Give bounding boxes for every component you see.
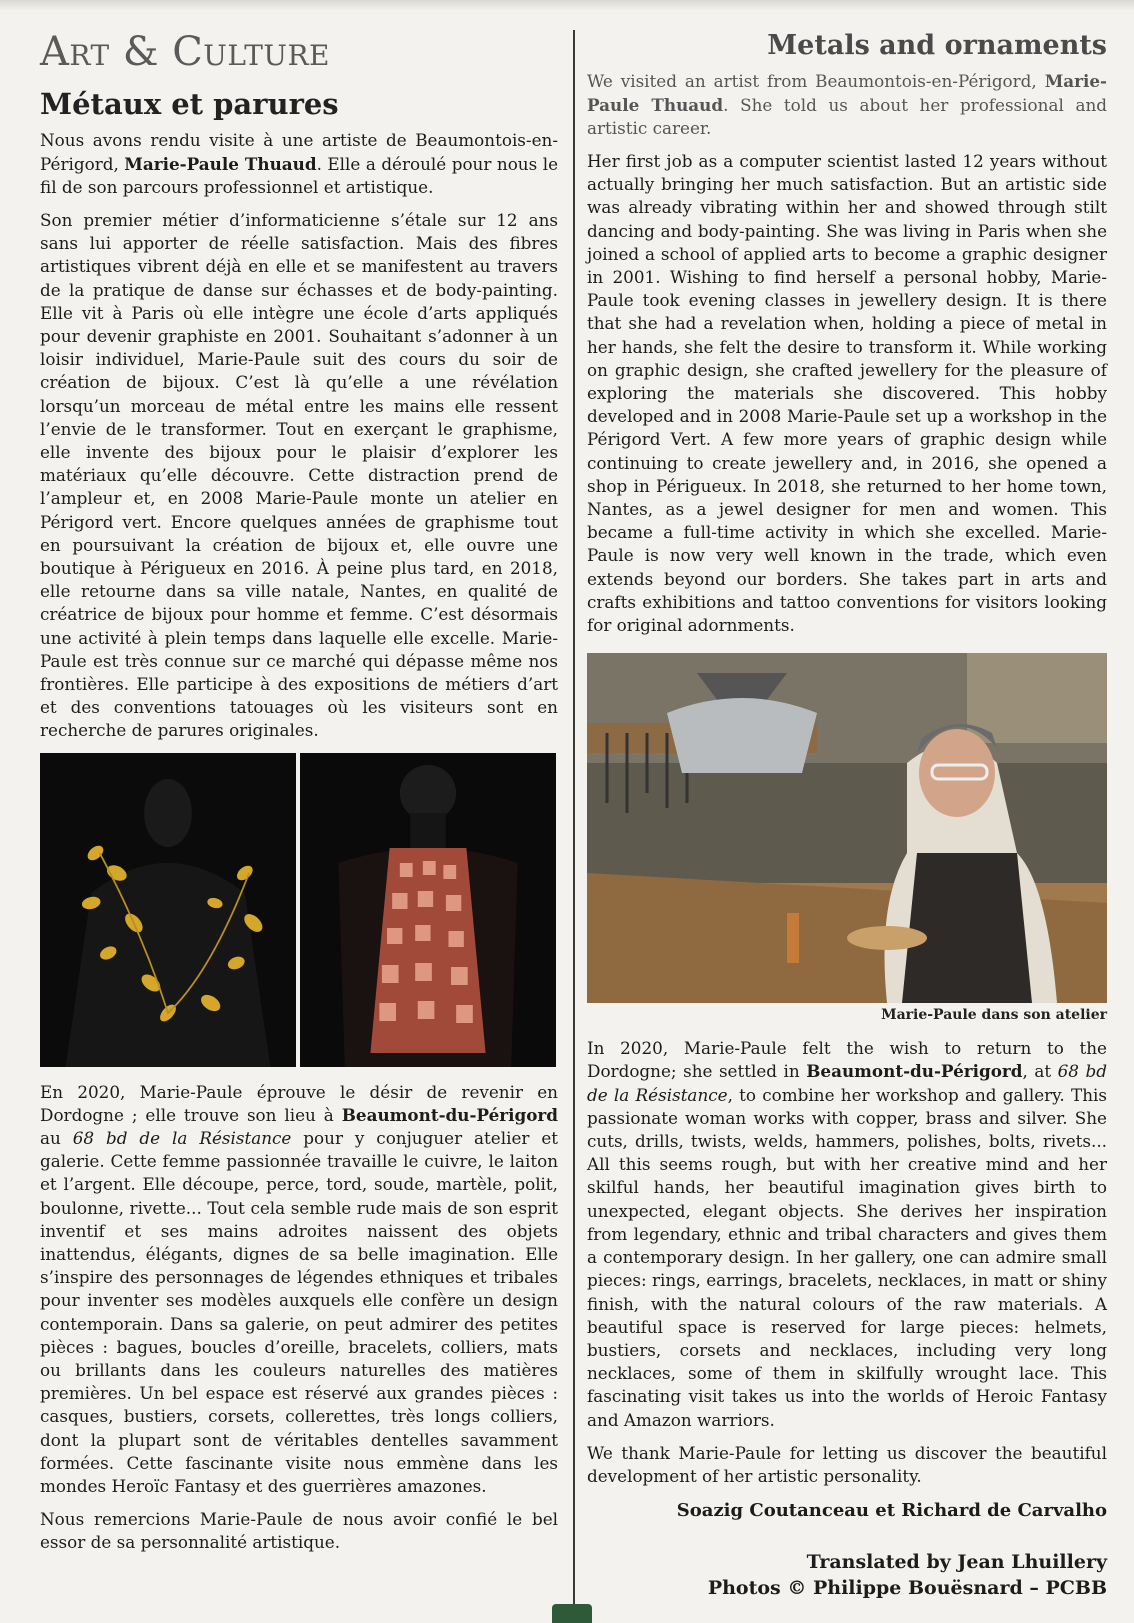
intro-french: Nous avons rendu visite à une artiste de Beaumontois-en-Périgord, Marie-Paule Thuaud. Elle a déroulé pour nous le fil de son parcours professionnel et artistique. bbox=[40, 130, 558, 197]
author-signature: Soazig Coutanceau et Richard de Carvalho bbox=[676, 1500, 1107, 1522]
artist-name: Marie-Paule Thuaud bbox=[124, 153, 317, 174]
paragraph-english-3: We thank Marie-Paule for letting us discover the beautiful development of her artistic personality. bbox=[587, 1442, 1107, 1486]
place-name: Beaumont-du-Périgord bbox=[341, 1104, 558, 1125]
section-title: Art & Culture bbox=[40, 29, 330, 75]
address: 68 bd de la Résistance bbox=[587, 1061, 1107, 1105]
artist-name: Marie-Paule Thuaud bbox=[587, 71, 1107, 115]
column-divider bbox=[573, 30, 575, 1605]
intro-english: We visited an artist from Beaumontois-en-Périgord, Marie-Paule Thuaud. She told us about her professional and artistic career. bbox=[587, 71, 1107, 138]
photo-credit: Photos © Philippe Bouësnard – PCBB bbox=[707, 1577, 1107, 1600]
page-number-tab bbox=[552, 1604, 592, 1623]
photo-artist-workshop bbox=[587, 653, 1107, 1003]
column-french bbox=[40, 30, 558, 1565]
credits bbox=[587, 1549, 1107, 1601]
paragraph-french-2: En 2020, Marie-Paule éprouve le désir de revenir en Dordogne ; elle trouve son lieu à Beaumont-du-Périgord au 68 bd de la Résistance pour y conjuguer atelier et galerie. Cette femme passionnée travaille le cuivre, le laiton et l’argent. Elle découpe, perce, tord, soude, martèle, polit, boulonne, rivette... Tout cela semble rude mais de son esprit inventif et ses mains adroites naissent des objets inattendus, élégants, dignes de sa belle imagination. Elle s’inspire des personnages de légendes ethniques et tribales pour inventer ses modèles auxquels elle confère un design contemporain. Dans sa galerie, on peut admirer des petites pièces : bagues, boucles d’oreille, bracelets, colliers, mats ou brillants dans les couleurs naturelles des matières premières. Un bel espace est réservé aux grandes pièces : casques, bustiers, corsets, collerettes, très longs colliers, dont la plupart sont de véritables dentelles savamment formées. Cette fascinante visite nous emmène dans les mondes Heroïc Fantasy et des guerrières amazones. bbox=[40, 1081, 559, 1497]
photo-gold-necklace bbox=[40, 753, 296, 1067]
address: 68 bd de la Résistance bbox=[72, 1128, 292, 1149]
paragraph-english-2: In 2020, Marie-Paule felt the wish to return to the Dordogne; she settled in Beaumont-du-Périgord, at 68 bd de la Résistance, to combine her workshop and gallery. This passionate woman works with copper, brass and silver. She cuts, drills, twists, welds, hammers, polishes, bolts, rivets... All this seems rough, but with her creative mind and her skilful hands, her beautiful imagination gives birth to unexpected, elegant objects. She derives her inspiration from legendary, ethnic and tribal characters and gives them a contemporary design. In her gallery, one can admire small pieces: rings, earrings, bracelets, necklaces, in matt or shiny finish, with the natural colours of the raw materials. A beautiful space is reserved for large pieces: helmets, bustiers, corsets and necklaces, including very long necklaces, some of them in skilfully wrought lace. This fascinating visit takes us into the worlds of Heroic Fantasy and Amazon warriors. bbox=[587, 1038, 1107, 1430]
column-english bbox=[587, 30, 1107, 1601]
place-name: Beaumont-du-Périgord bbox=[806, 1061, 1023, 1082]
photo-caption: Marie-Paule dans son atelier bbox=[881, 1007, 1107, 1024]
translation-credit: Translated by Jean Lhuillery bbox=[806, 1551, 1107, 1574]
headline-english: Metals and ornaments bbox=[767, 30, 1107, 61]
photo-copper-bustier bbox=[300, 753, 556, 1067]
paragraph-french-3: Nous remercions Marie-Paule de nous avoir confié le bel essor de sa personnalité artistique. bbox=[40, 1509, 558, 1553]
page-top-edge bbox=[0, 0, 1134, 10]
paragraph-french-1: Son premier métier d’informaticienne s’étale sur 12 ans sans lui apporter de réelle satisfaction. Mais des fibres artistiques vibrent déjà en elle et se manifestent au travers de la pratique de danse sur échasses et de body-painting. Elle vit à Paris où elle intègre une école d’arts appliqués pour devenir graphiste en 2001. Souhaitant s’adonner à un loisir individuel, Marie-Paule suit des cours du soir de création de bijoux. C’est là qu’elle a une révélation lorsqu’un morceau de métal entre les mains elle ressent l’envie de le transformer. Tout en exerçant le graphisme, elle invente des bijoux pour le plaisir d’explorer les matériaux qu’elle découvre. Cette distraction prend de l’ampleur et, en 2008 Marie-Paule monte un atelier en Périgord vert. Encore quelques années de graphisme tout en poursuivant la création de bijoux et, elle ouvre une boutique à Périgueux en 2016. À peine plus tard, en 2018, elle retourne dans sa ville natale, Nantes, en qualité de créatrice de bijoux pour homme et femme. C’est désormais une activité à plein temps dans laquelle elle excelle. Marie-Paule est très connue sur ce marché qui dépasse même nos frontières. Elle participe à des expositions de métiers d’art et des conventions tatouages où les visiteurs sont en recherche de parures originales. bbox=[40, 209, 558, 741]
paragraph-english-1: Her first job as a computer scientist lasted 12 years without actually bringing her much satisfaction. But an artistic side was already vibrating within her and showed through stilt dancing and body-painting. She was living in Paris when she joined a school of applied arts to become a graphic designer in 2001. Wishing to find herself a personal hobby, Marie-Paule took evening classes in jewellery design. It is there that she had a revelation when, holding a piece of metal in her hands, she felt the desire to transform it. While working on graphic design, she crafted jewellery for the pleasure of exploring the materials she discovered. This hobby developed and in 2008 Marie-Paule set up a workshop in the Périgord Vert. A few more years of graphic design while continuing to create jewellery and, in 2016, she opened a shop in Périgueux. In 2018, she returned to her home town, Nantes, as a jewel designer for men and women. This became a full-time activity in which she excelled. Marie-Paule is now very well known in the trade, which even extends beyond our borders. She takes part in arts and crafts exhibitions and tattoo conventions for visitors looking for original adornments. bbox=[587, 151, 1107, 636]
headline-french: Métaux et parures bbox=[40, 87, 339, 121]
photo-jewellery bbox=[40, 753, 556, 1067]
